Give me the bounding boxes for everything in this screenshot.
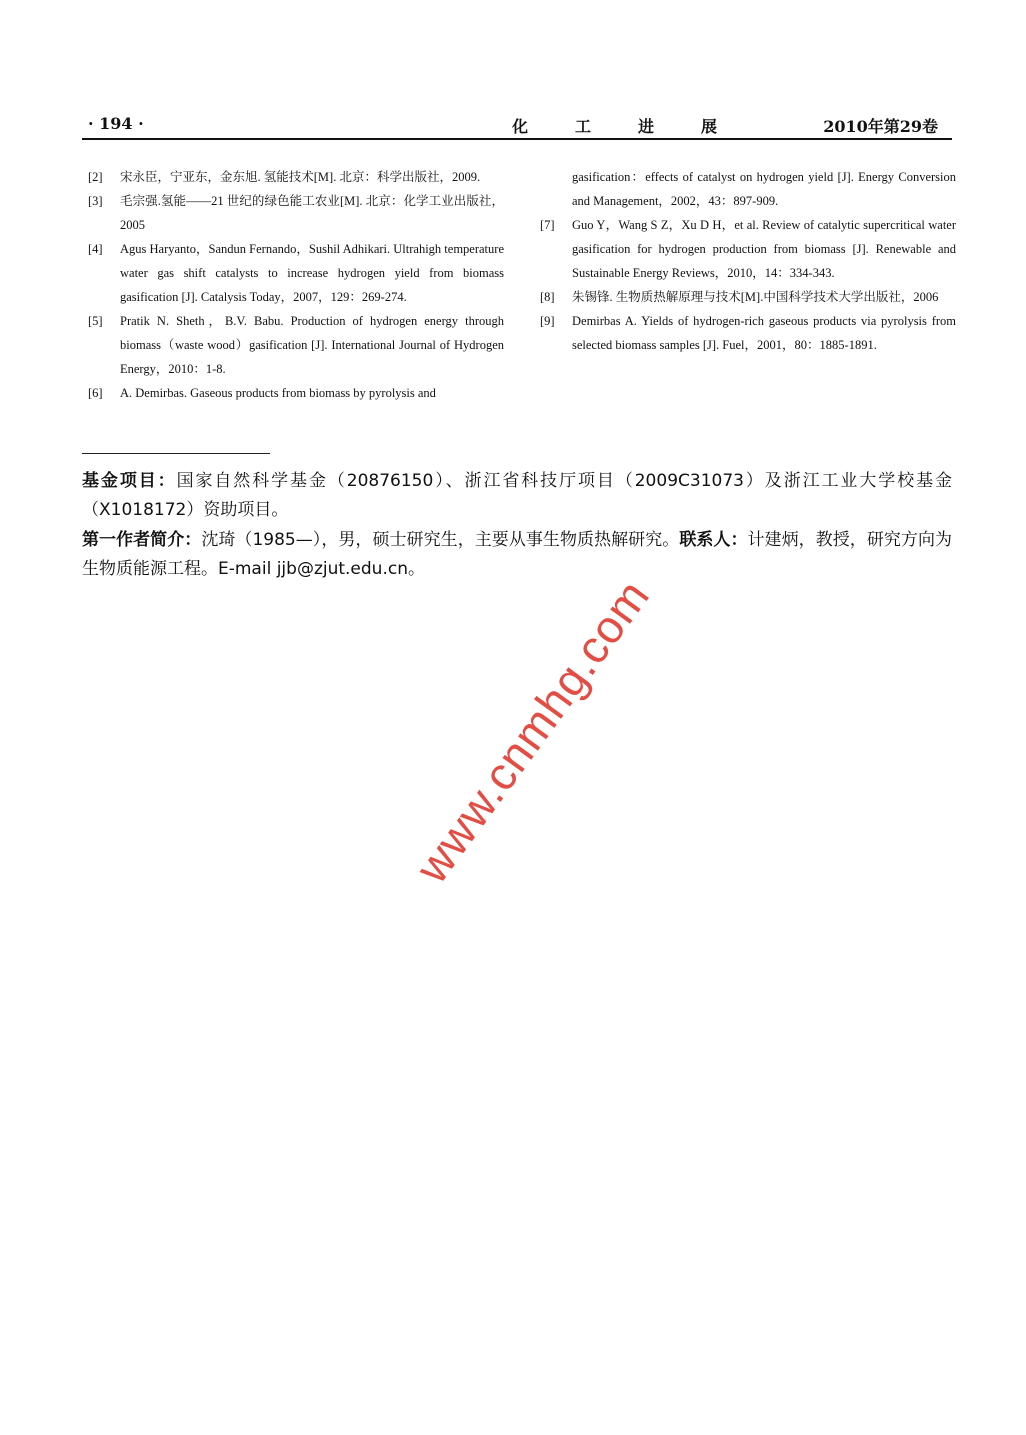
reference-text: Agus Haryanto，Sandun Fernando，Sushil Adhikari. Ultrahigh temperature water gas shift catalysts to increase hydrogen yield from biomass gasification [J]. Catalysis Today，2007，129：269-274. [120, 242, 504, 304]
journal-title: 化工进展 [512, 117, 765, 136]
reference-item [540, 309, 956, 357]
reference-number: [4] [88, 242, 103, 256]
author-label: 第一作者简介： [82, 530, 202, 550]
funding-label: 基金项目： [82, 471, 177, 491]
reference-text: A. Demirbas. Gaseous products from biomass by pyrolysis and [120, 386, 436, 400]
reference-text: Guo Y，Wang S Z，Xu D H，et al. Review of catalytic supercritical water gasification for hydrogen production from biomass [J]. Renewable and Sustainable Energy Reviews，2010，14：334-343. [572, 218, 956, 280]
reference-continuation: gasification：effects of catalyst on hydrogen yield [J]. Energy Conversion and Management，2002，43：897-909. [572, 170, 956, 208]
reference-number: [7] [540, 218, 555, 232]
reference-item [88, 237, 504, 309]
reference-item [88, 381, 504, 405]
reference-item [540, 213, 956, 285]
reference-text: 毛宗强.氢能——21 世纪的绿色能工农业[M]. 北京：化学工业出版社，2005 [120, 194, 504, 232]
contact-label: 联系人： [679, 530, 748, 550]
reference-number: [6] [88, 386, 103, 400]
reference-number: [3] [88, 194, 103, 208]
reference-number: [2] [88, 170, 103, 184]
funding-text: 国家自然科学基金（20876150）、浙江省科技厅项目（2009C31073）及浙江工业大学校基金（X1018172）资助项目。 [82, 471, 952, 520]
reference-text: Demirbas A. Yields of hydrogen-rich gaseous products via pyrolysis from selected biomass samples [J]. Fuel，2001，80：1885-1891. [572, 314, 956, 352]
references-left-column [88, 165, 504, 405]
reference-text: 朱锡锋. 生物质热解原理与技术[M].中国科学技术大学出版社，2006 [572, 290, 939, 304]
reference-item [88, 309, 504, 381]
footnote-divider [82, 453, 270, 454]
reference-number: [5] [88, 314, 103, 328]
reference-text: 宋永臣，宁亚东，金东旭. 氢能技术[M]. 北京：科学出版社，2009. [120, 170, 481, 184]
reference-number: [9] [540, 314, 555, 328]
contact-text: 计建炳，教授，研究方向为生物质能源工程。E-mail jjb@zjut.edu.cn。 [82, 530, 953, 579]
reference-number: [8] [540, 290, 555, 304]
volume-info: 2010年第29卷 [823, 117, 938, 136]
watermark-text: www.cnmhg.com [405, 569, 660, 893]
reference-text: Pratik N. Sheth，B.V. Babu. Production of hydrogen energy through biomass（waste wood）gasification [J]. International Journal of Hydrogen Energy，2010：1-8. [120, 314, 504, 376]
author-text: 沈琦（1985—），男，硕士研究生，主要从事生物质热解研究。 [201, 530, 680, 550]
page-number: · 194 · [88, 114, 144, 133]
author-footnote [82, 526, 952, 584]
reference-item [88, 189, 504, 237]
reference-item [88, 165, 504, 189]
references-right-column [540, 165, 956, 357]
funding-footnote [82, 467, 952, 525]
reference-item [540, 285, 956, 309]
running-header [82, 112, 952, 140]
